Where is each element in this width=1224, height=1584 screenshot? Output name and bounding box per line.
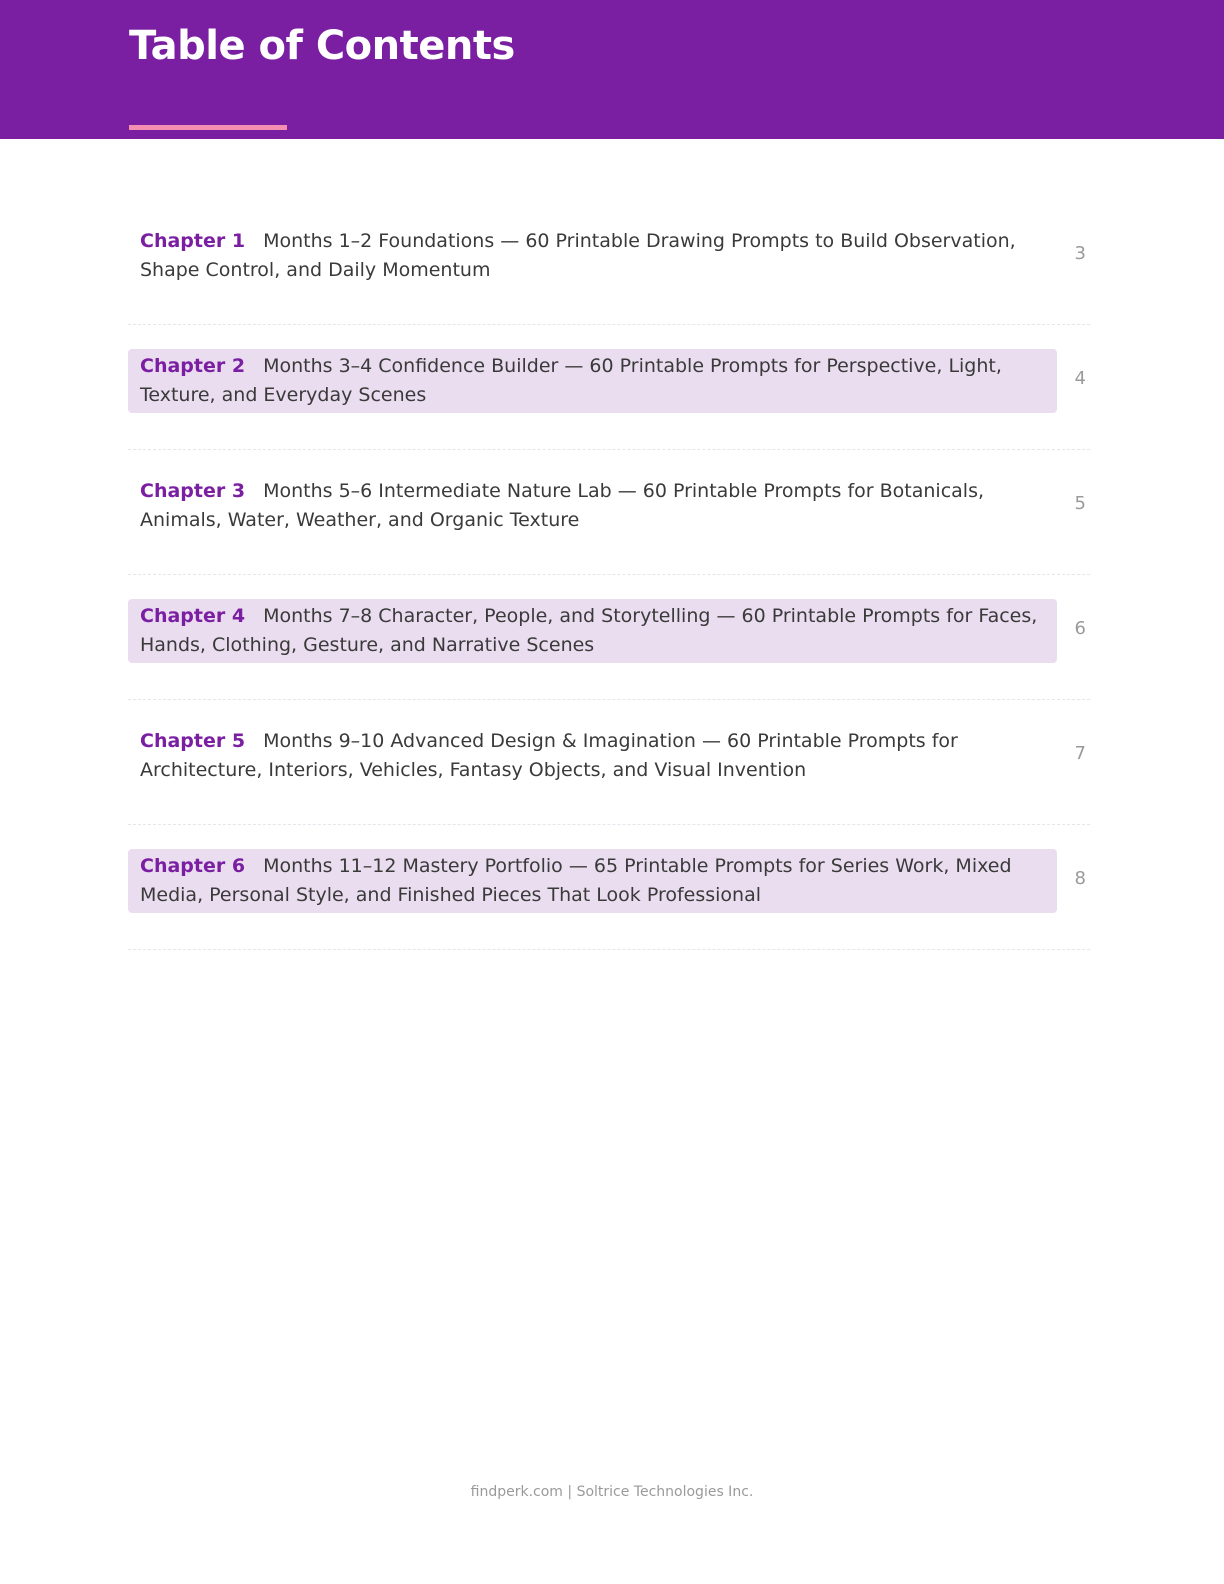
chapter-title: Months 11–12 Mastery Portfolio — 65 Printable Prompts for Series Work, Mixed Media, Personal Style, and Finished Pieces That Look Professional — [140, 855, 1012, 906]
toc-entry-chapter-3[interactable] — [128, 450, 1090, 575]
toc-entry-text — [128, 474, 1057, 538]
page-footer: findperk.com | Soltrice Technologies Inc. — [470, 1484, 754, 1500]
toc-entry-chapter-1[interactable] — [128, 200, 1090, 325]
chapter-title: Months 7–8 Character, People, and Storytelling — 60 Printable Prompts for Faces, Hands, Clothing, Gesture, and Narrative Scenes — [140, 605, 1038, 656]
toc-entry-chapter-5[interactable] — [128, 700, 1090, 825]
toc-entry-text — [128, 224, 1057, 288]
toc-entry-text — [128, 724, 1057, 788]
title-accent-bar — [129, 125, 287, 130]
page-title: Table of Contents — [129, 23, 515, 69]
chapter-label: Chapter 6 — [140, 855, 246, 877]
chapter-title: Months 1–2 Foundations — 60 Printable Drawing Prompts to Build Observation, Shape Control, and Daily Momentum — [140, 230, 1016, 281]
page-number: 8 — [1074, 868, 1086, 889]
chapter-title: Months 5–6 Intermediate Nature Lab — 60 Printable Prompts for Botanicals, Animals, Water, Weather, and Organic Texture — [140, 480, 985, 531]
toc-entry-chapter-4[interactable] — [128, 575, 1090, 700]
chapter-label: Chapter 4 — [140, 605, 246, 627]
page-number: 6 — [1074, 618, 1086, 639]
toc-entry-text — [128, 849, 1057, 913]
toc-entry-chapter-6[interactable] — [128, 825, 1090, 950]
toc-entry-text — [128, 349, 1057, 413]
chapter-label: Chapter 2 — [140, 355, 246, 377]
chapter-title: Months 3–4 Confidence Builder — 60 Printable Prompts for Perspective, Light, Texture, and Everyday Scenes — [140, 355, 1002, 406]
chapter-label: Chapter 5 — [140, 730, 246, 752]
page-number: 7 — [1074, 743, 1086, 764]
toc-entry-chapter-2[interactable] — [128, 325, 1090, 450]
page-header — [0, 0, 1224, 139]
toc-entry-text — [128, 599, 1057, 663]
page-number: 4 — [1074, 368, 1086, 389]
chapter-title: Months 9–10 Advanced Design & Imagination — 60 Printable Prompts for Architecture, Interiors, Vehicles, Fantasy Objects, and Visual Invention — [140, 730, 958, 781]
page-number: 5 — [1074, 493, 1086, 514]
chapter-label: Chapter 3 — [140, 480, 246, 502]
chapter-label: Chapter 1 — [140, 230, 246, 252]
page-number: 3 — [1074, 243, 1086, 264]
table-of-contents — [128, 200, 1090, 950]
